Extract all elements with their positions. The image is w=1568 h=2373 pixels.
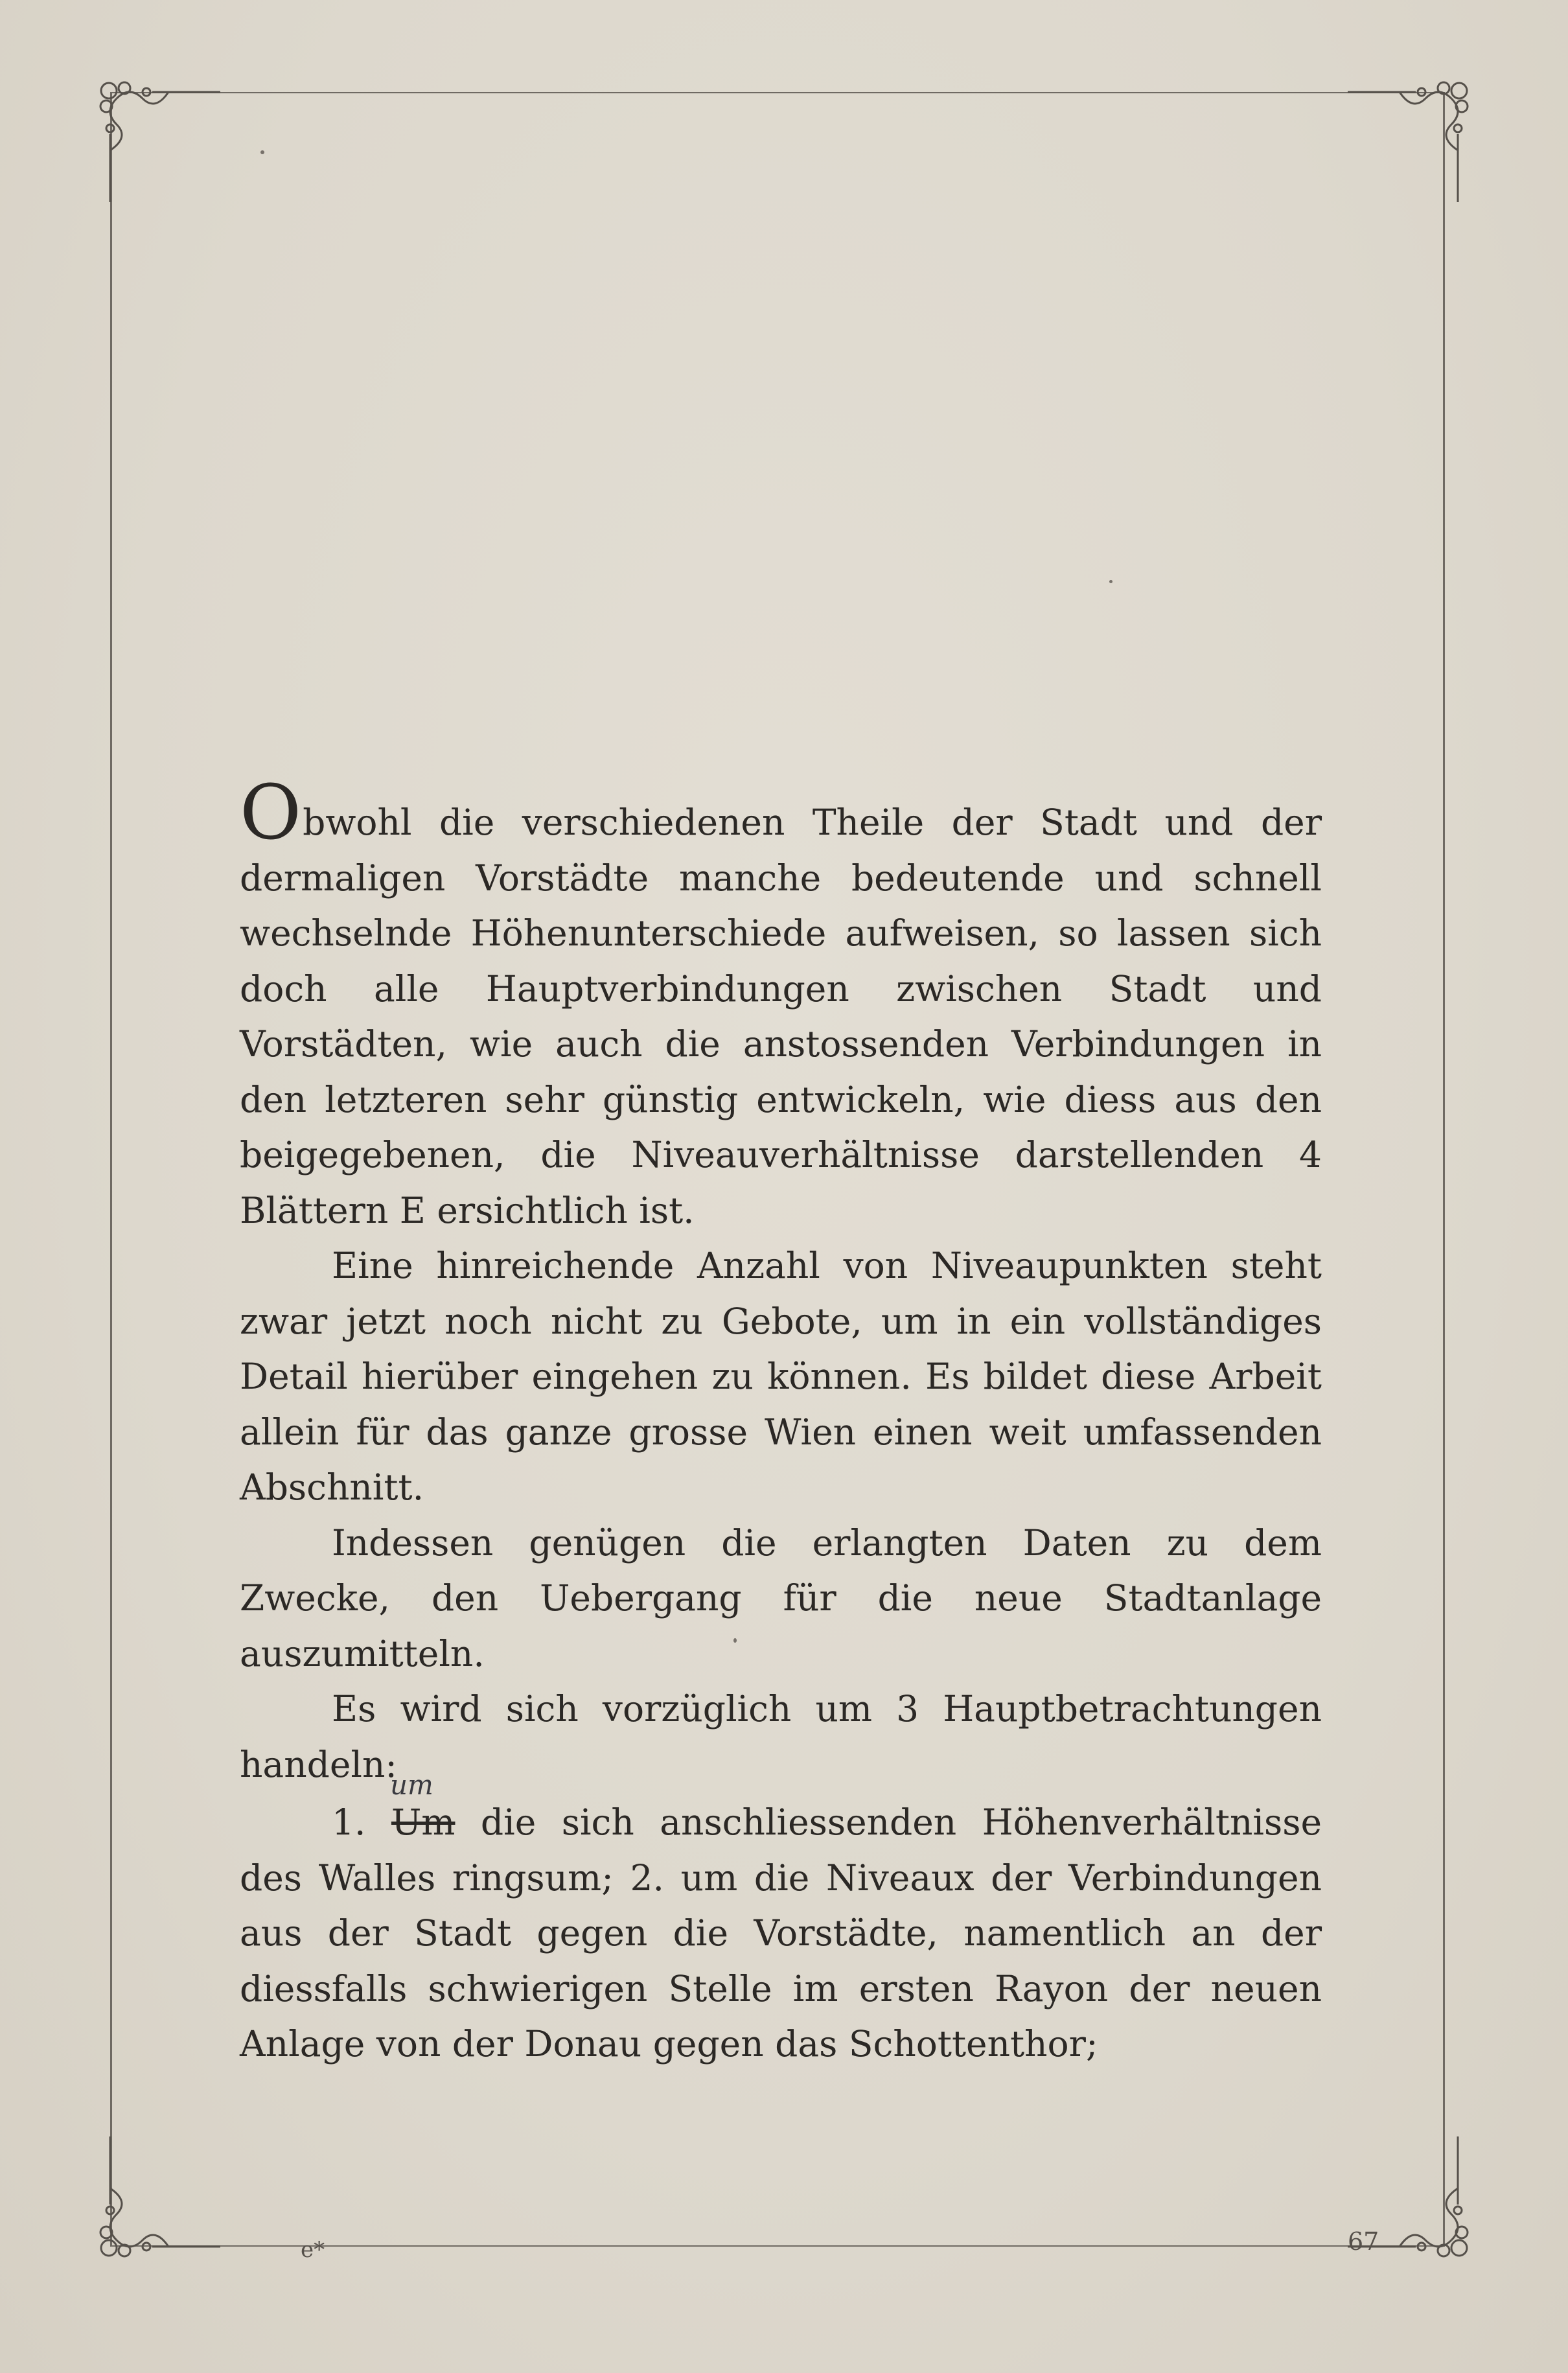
paragraph-3: Indessen genügen die erlangten Daten zu dem Zwecke, den Uebergang für die neue Stadtanlage auszumitteln. (240, 1522, 1322, 1674)
corner-ornament-bottom-left (91, 2136, 220, 2266)
corner-ornament-top-right (1348, 73, 1477, 202)
body-text (240, 769, 1322, 2072)
handwritten-correction: um (390, 1769, 433, 1801)
paragraph-5 (240, 1795, 1322, 2072)
paragraph-2: Eine hinreichende Anzahl von Niveaupunkten steht zwar jetzt noch nicht zu Gebote, um in ein vollständiges Detail hierüber eingehen zu können. Es bildet diese Arbeit allein für das ganze grosse Wien einen weit umfassenden Abschnitt. (240, 1245, 1322, 1508)
drop-cap: O (240, 769, 302, 857)
list-number: 1. (332, 1801, 366, 1843)
signature-mark: e* (301, 2237, 325, 2263)
paragraph-1 (240, 769, 1322, 1238)
paper-speck (733, 1638, 737, 1643)
page-number: 67 (1348, 2227, 1379, 2256)
paper-speck (1109, 580, 1113, 583)
paragraph-5-text: die sich anschliessenden Höhenverhältnisse des Walles ringsum; 2. um die Niveaux der Verbindungen aus der Stadt gegen die Vorstädte, namentlich an der diessfalls schwierigen Stelle im ersten Rayon der neuen Anlage von der Donau gegen das Schottenthor; (240, 1801, 1322, 2065)
paragraph-4: Es wird sich vorzüglich um 3 Hauptbetrachtungen handeln: (240, 1688, 1322, 1785)
corner-ornament-top-left (91, 73, 220, 202)
paper-speck (260, 150, 264, 154)
struck-word: Um (391, 1801, 455, 1843)
paragraph-1-text: bwohl die verschiedenen Theile der Stadt und der dermaligen Vorstädte manche bedeutende und schnell wechselnde Höhenunterschiede aufweisen, so lassen sich doch alle Hauptverbindungen zwischen Stadt und Vorstädten, wie auch die anstossenden Verbindungen in den letzteren sehr günstig entwickeln, wie diess aus den beigegebenen, die Niveauverhältnisse darstellenden 4 Blättern E ersichtlich ist. (240, 802, 1322, 1231)
